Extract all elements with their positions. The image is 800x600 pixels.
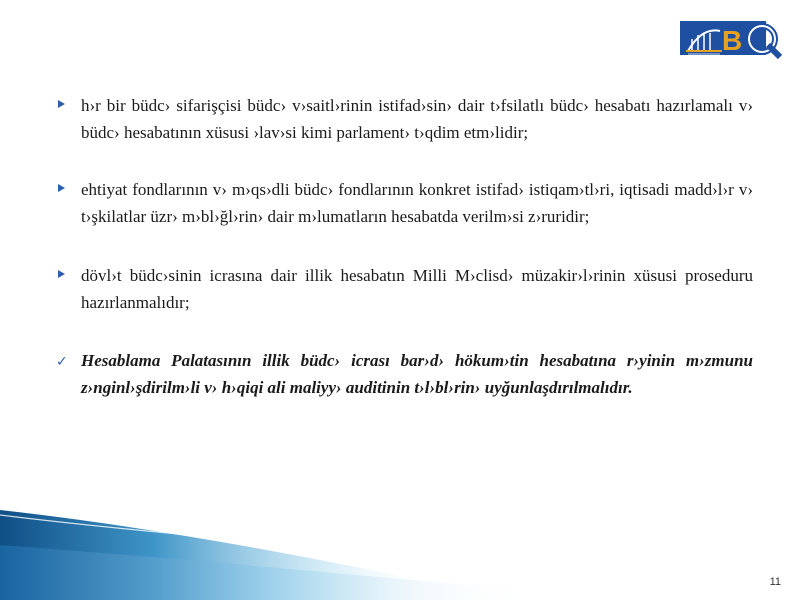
list-item	[56, 347, 753, 401]
decorative-swoosh	[0, 490, 800, 600]
list-item	[56, 262, 753, 316]
triangle-bullet-icon	[58, 270, 65, 278]
triangle-bullet-icon	[58, 184, 65, 192]
list-item	[56, 176, 753, 230]
list-item-text: ehtiyat fondlarının v› m›qs›dli büdc› fondlarının konkret istifad› istiqam›tl›ri, iqtisadi madd›l›r v› t›şkilatlar üzr› m›bl›ğl›rin› dair m›lumatların hesabatda verilm›si z›ruridir;	[81, 180, 753, 226]
list-item-text: dövl›t büdc›sinin icrasına dair illik hesabatın Milli M›clisd› müzakir›l›rinin xüsusi proseduru hazırlanmalıdır;	[81, 266, 753, 312]
list-item-text: h›r bir büdc› sifarişçisi büdc› v›saitl›rinin istifad›sin› dair t›fsilatlı büdc› hesabatı hazırlamalı v› büdc› hesabatının xüsusi ›lav›si kimi parlament› t›qdim etm›lidir;	[81, 96, 753, 142]
page-number: 11	[769, 576, 781, 588]
svg-text:B: B	[722, 25, 743, 56]
check-bullet-icon: ✓	[56, 354, 68, 370]
list-item	[56, 92, 753, 146]
bullet-list	[56, 92, 753, 401]
list-item-text: Hesablama Palatasının illik büdc› icrası bar›d› hökum›tin hesabatına r›yinin m›zmunu z›nginl›şdirilm›li v› h›qiqi ali maliyy› auditinin t›l›bl›rin› uyğunlaşdırılmalıdır.	[81, 351, 753, 397]
triangle-bullet-icon	[58, 100, 65, 108]
bank-logo-icon	[680, 17, 788, 61]
bank-logo	[680, 17, 788, 61]
